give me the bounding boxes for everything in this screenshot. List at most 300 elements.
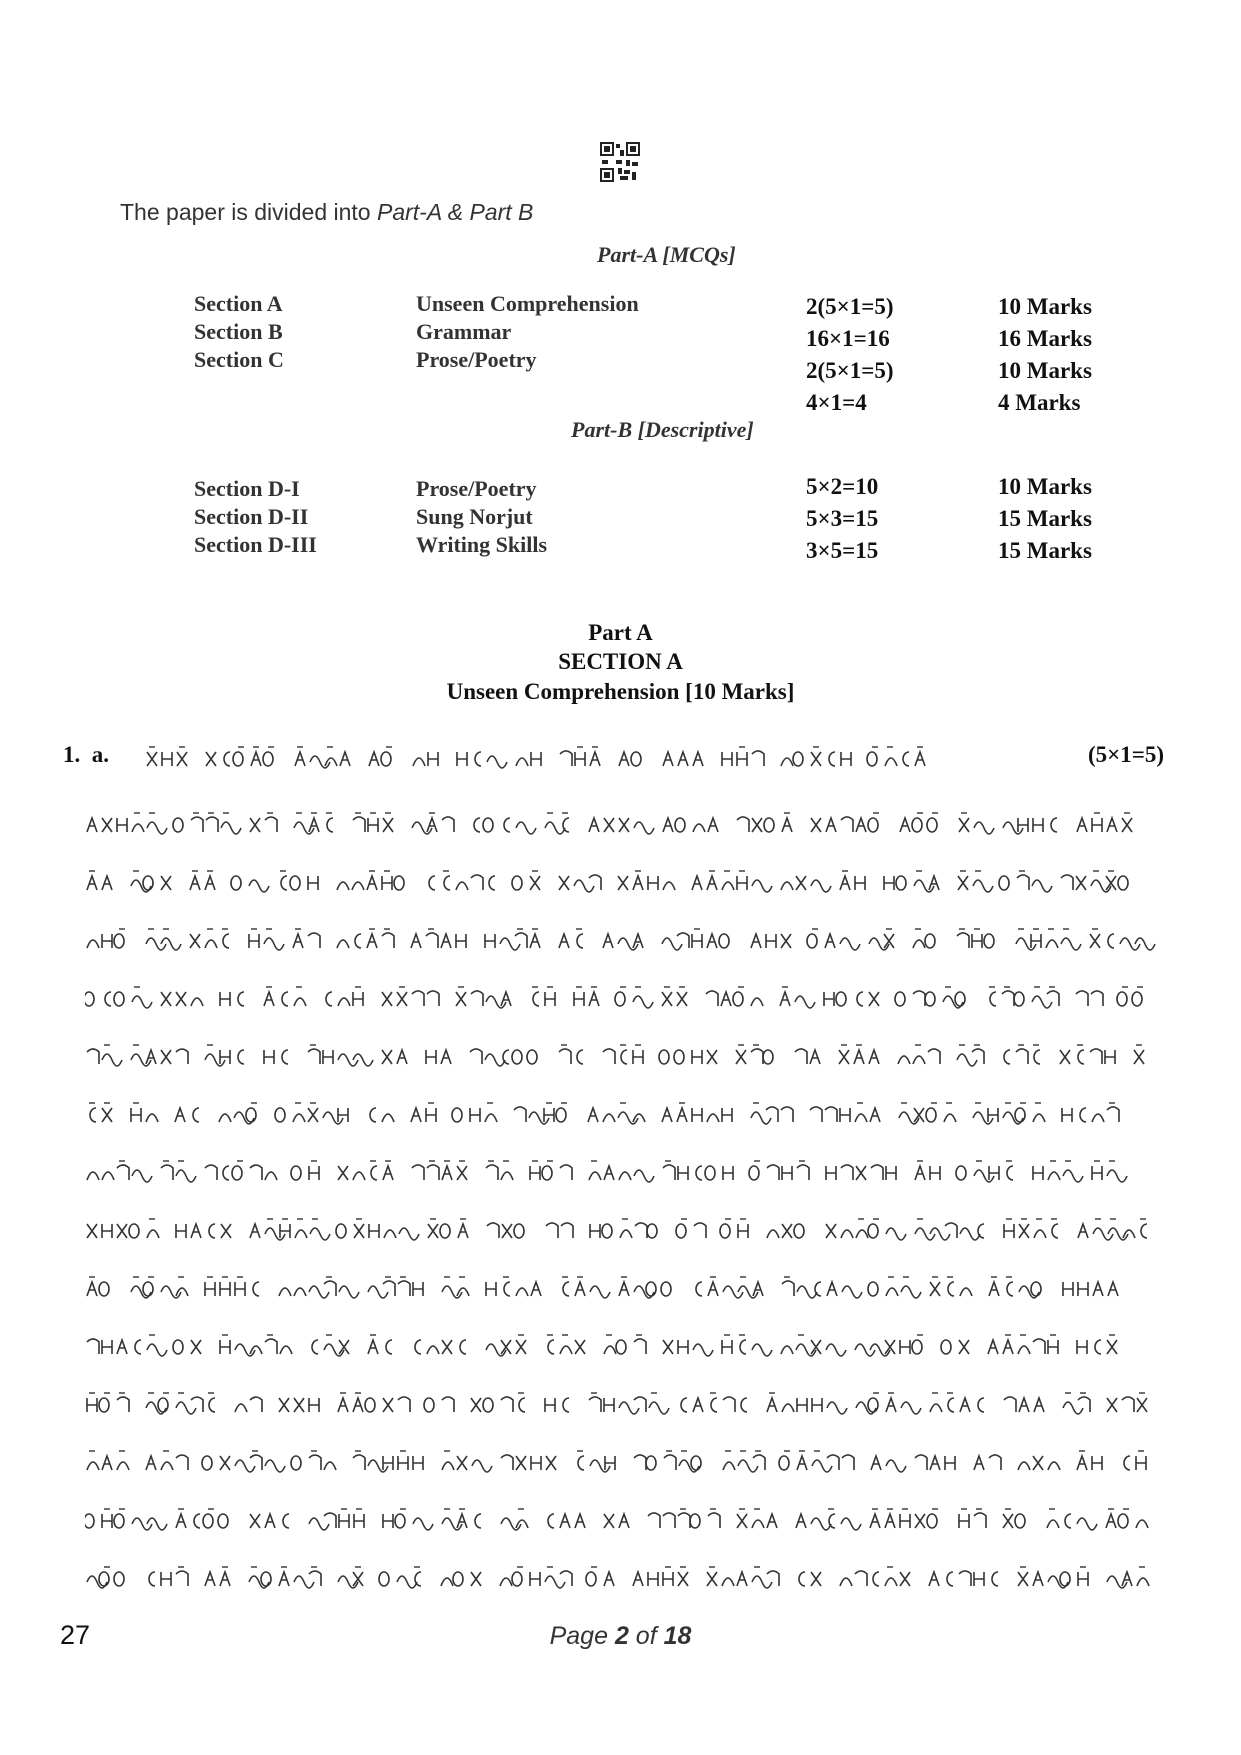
script-glyph xyxy=(955,992,965,1006)
script-glyph xyxy=(235,1282,245,1296)
script-glyph xyxy=(720,1224,730,1238)
script-glyph xyxy=(475,1514,481,1528)
section-title: SECTION A xyxy=(558,649,683,674)
script-glyph xyxy=(856,1230,868,1238)
script-glyph xyxy=(915,1514,925,1528)
marks-calc: 2(5×1=5) xyxy=(806,294,894,319)
script-glyph xyxy=(206,817,218,832)
script-glyph xyxy=(811,1572,821,1586)
script-glyph xyxy=(604,1346,616,1354)
script-glyph xyxy=(871,1165,883,1180)
script-glyph xyxy=(900,1340,910,1354)
script-glyph xyxy=(261,1572,271,1586)
script-glyph xyxy=(973,880,993,892)
script-glyph xyxy=(369,752,379,766)
script-glyph xyxy=(294,998,306,1006)
script-glyph xyxy=(707,1050,717,1064)
script-glyph xyxy=(901,1402,921,1414)
script-glyph xyxy=(398,1397,410,1412)
script-glyph xyxy=(589,875,601,890)
script-glyph xyxy=(974,1170,994,1182)
script-glyph xyxy=(441,1578,453,1586)
script-glyph xyxy=(1003,1340,1013,1354)
script-glyph xyxy=(456,934,466,948)
script-glyph xyxy=(678,1513,690,1528)
script-glyph xyxy=(737,876,747,890)
marks-total: 16 Marks xyxy=(998,326,1092,351)
script-glyph xyxy=(741,1398,747,1412)
script-glyph xyxy=(516,822,536,834)
script-glyph xyxy=(927,818,937,832)
script-glyph xyxy=(441,1050,451,1064)
script-glyph xyxy=(989,1455,1001,1470)
script-glyph xyxy=(176,1288,188,1296)
script-glyph xyxy=(90,1108,96,1122)
script-glyph xyxy=(369,1224,379,1238)
script-glyph xyxy=(442,1462,454,1470)
script-glyph xyxy=(415,1340,421,1354)
script-glyph xyxy=(191,998,203,1006)
script-glyph xyxy=(781,882,793,890)
script-glyph xyxy=(102,934,112,948)
script-glyph xyxy=(117,1224,127,1238)
section-label: Section D-III xyxy=(194,532,317,557)
script-glyph xyxy=(752,1520,764,1528)
script-glyph xyxy=(218,1514,228,1528)
script-glyph xyxy=(810,1050,820,1064)
script-glyph xyxy=(1017,875,1029,890)
script-glyph xyxy=(1004,1224,1014,1238)
script-glyph xyxy=(793,752,803,766)
part-b-heading: Part-B [Descriptive] xyxy=(571,417,754,442)
script-glyph xyxy=(693,1398,703,1412)
script-glyph xyxy=(282,992,288,1006)
script-glyph xyxy=(763,1050,773,1064)
script-glyph xyxy=(516,1520,528,1528)
script-glyph xyxy=(1015,1108,1025,1122)
script-glyph xyxy=(840,876,850,890)
script-glyph xyxy=(371,1166,377,1180)
script-glyph xyxy=(662,1108,672,1122)
script-glyph xyxy=(191,1340,201,1354)
script-glyph xyxy=(504,818,510,832)
script-glyph xyxy=(413,1456,423,1470)
script-glyph xyxy=(602,1224,612,1238)
script-glyph xyxy=(1033,1114,1045,1122)
script-text-line xyxy=(85,1098,1160,1128)
script-glyph xyxy=(527,1050,537,1064)
script-glyph xyxy=(633,1050,643,1064)
script-glyph xyxy=(205,1282,215,1296)
script-glyph xyxy=(426,1108,436,1122)
script-glyph xyxy=(117,1397,129,1412)
script-glyph xyxy=(1093,1282,1103,1296)
script-glyph xyxy=(428,1224,438,1238)
script-glyph xyxy=(339,1514,349,1528)
script-glyph xyxy=(324,1462,336,1470)
script-glyph xyxy=(675,818,685,832)
script-glyph xyxy=(457,1166,467,1180)
script-glyph xyxy=(205,876,215,890)
script-glyph xyxy=(795,1049,807,1064)
script-glyph xyxy=(294,1576,314,1588)
script-glyph xyxy=(1032,996,1052,1008)
script-glyph xyxy=(1117,992,1127,1006)
script-glyph xyxy=(944,1114,956,1122)
script-glyph xyxy=(674,1050,684,1064)
script-glyph xyxy=(415,1572,421,1586)
script-glyph xyxy=(223,934,229,948)
script-glyph xyxy=(457,1456,467,1470)
script-glyph xyxy=(1016,1049,1028,1064)
script-glyph xyxy=(161,1050,171,1064)
page-number: Page 2 of 18 xyxy=(549,1622,692,1650)
script-glyph xyxy=(519,1398,525,1412)
script-glyph xyxy=(722,752,732,766)
script-glyph xyxy=(264,938,284,950)
script-glyph xyxy=(279,1398,289,1412)
script-glyph xyxy=(577,934,583,948)
script-glyph xyxy=(959,1571,971,1586)
script-glyph xyxy=(978,1224,984,1238)
script-glyph xyxy=(737,1514,747,1528)
script-glyph xyxy=(855,876,865,890)
script-glyph xyxy=(291,1166,301,1180)
script-glyph xyxy=(885,1578,897,1586)
script-glyph xyxy=(781,1346,793,1354)
script-glyph xyxy=(781,934,791,948)
script-glyph xyxy=(176,1049,188,1064)
script-glyph xyxy=(1122,818,1132,832)
script-glyph xyxy=(915,752,925,766)
script-glyph xyxy=(604,1398,614,1412)
script-glyph xyxy=(512,1050,522,1064)
script-glyph xyxy=(282,1050,288,1064)
script-glyph xyxy=(1007,1282,1013,1296)
script-glyph xyxy=(1034,1398,1044,1412)
script-glyph xyxy=(1063,1170,1083,1182)
script-glyph xyxy=(190,934,200,948)
script-glyph xyxy=(220,1456,230,1470)
script-glyph xyxy=(648,1572,658,1586)
script-glyph xyxy=(85,1514,94,1528)
script-glyph xyxy=(546,1223,558,1238)
script-glyph xyxy=(324,1281,336,1296)
script-glyph xyxy=(394,876,404,890)
script-glyph xyxy=(545,992,555,1006)
script-glyph xyxy=(827,1402,847,1414)
script-glyph xyxy=(310,1228,330,1240)
script-glyph xyxy=(694,1223,706,1238)
script-glyph xyxy=(678,752,688,766)
script-glyph xyxy=(616,1340,626,1354)
script-glyph xyxy=(233,752,243,766)
script-glyph xyxy=(900,818,910,832)
script-glyph xyxy=(275,1108,285,1122)
script-glyph xyxy=(202,1456,212,1470)
script-glyph xyxy=(799,1572,805,1586)
script-glyph xyxy=(1018,1462,1030,1470)
script-glyph xyxy=(546,1456,556,1470)
section-topic: Sung Norjut xyxy=(416,504,533,529)
script-glyph xyxy=(737,817,749,832)
script-glyph xyxy=(663,818,673,832)
script-glyph xyxy=(590,752,600,766)
script-glyph xyxy=(575,1282,585,1296)
script-glyph xyxy=(114,934,124,948)
script-glyph xyxy=(1092,1166,1102,1180)
script-glyph xyxy=(781,1107,793,1122)
script-glyph xyxy=(471,991,483,1006)
script-glyph xyxy=(249,880,269,892)
script-glyph xyxy=(355,934,361,948)
script-glyph xyxy=(238,992,244,1006)
script-glyph xyxy=(868,818,878,832)
script-glyph xyxy=(1007,1166,1013,1180)
script-glyph xyxy=(604,1572,614,1586)
script-glyph xyxy=(365,1398,375,1412)
script-glyph xyxy=(114,1572,124,1586)
script-glyph xyxy=(281,876,287,890)
script-glyph xyxy=(102,1108,112,1122)
script-glyph xyxy=(487,756,507,768)
script-glyph xyxy=(173,818,183,832)
script-glyph xyxy=(238,1050,244,1064)
script-glyph xyxy=(812,1398,822,1412)
script-glyph xyxy=(264,1050,274,1064)
script-glyph xyxy=(1137,1578,1149,1586)
script-glyph xyxy=(751,1112,771,1124)
script-glyph xyxy=(102,1340,112,1354)
script-glyph xyxy=(173,1340,183,1354)
script-glyph xyxy=(87,876,97,890)
script-glyph xyxy=(397,1576,417,1588)
script-glyph xyxy=(870,1108,880,1122)
script-glyph xyxy=(945,1223,957,1238)
script-glyph xyxy=(533,992,539,1006)
script-glyph xyxy=(501,1397,513,1412)
script-glyph xyxy=(925,992,935,1006)
script-glyph xyxy=(957,1054,977,1066)
script-glyph xyxy=(631,752,641,766)
script-glyph xyxy=(503,1050,509,1064)
script-glyph xyxy=(411,1108,421,1122)
script-glyph xyxy=(948,1398,954,1412)
script-glyph xyxy=(1080,1108,1086,1122)
section-label: Section C xyxy=(194,347,284,372)
script-glyph xyxy=(693,1344,713,1356)
script-glyph xyxy=(1105,1050,1115,1064)
script-glyph xyxy=(930,1404,942,1412)
script-glyph xyxy=(898,1056,910,1064)
script-glyph xyxy=(516,1340,526,1354)
script-glyph xyxy=(867,752,877,766)
script-glyph xyxy=(102,876,112,890)
paper-code: 27 xyxy=(60,1620,91,1650)
script-glyph xyxy=(338,998,350,1006)
script-glyph xyxy=(796,1514,806,1528)
script-glyph xyxy=(1078,1224,1088,1238)
script-glyph xyxy=(782,1281,794,1296)
script-glyph xyxy=(397,992,407,1006)
script-text-line xyxy=(85,1272,1160,1302)
script-glyph xyxy=(578,1456,584,1470)
script-glyph xyxy=(708,1513,720,1528)
script-glyph xyxy=(457,752,467,766)
script-glyph xyxy=(663,1572,673,1586)
script-glyph xyxy=(663,1513,675,1528)
script-glyph xyxy=(323,1112,343,1124)
script-glyph xyxy=(368,1460,388,1472)
script-glyph xyxy=(147,752,157,766)
script-glyph xyxy=(1077,818,1087,832)
script-glyph xyxy=(588,1108,598,1122)
script-glyph xyxy=(603,1114,615,1122)
script-glyph xyxy=(826,1166,836,1180)
script-glyph xyxy=(190,876,200,890)
script-glyph xyxy=(886,1288,898,1296)
script-glyph xyxy=(1090,934,1100,948)
script-glyph xyxy=(913,940,925,948)
script-glyph xyxy=(1108,934,1114,948)
script-glyph xyxy=(176,1455,188,1470)
script-glyph xyxy=(440,1224,450,1238)
script-glyph xyxy=(542,1166,552,1180)
script-glyph xyxy=(930,1282,940,1296)
script-glyph xyxy=(501,1455,513,1470)
script-glyph xyxy=(1032,880,1052,892)
script-glyph xyxy=(516,1456,526,1470)
script-glyph xyxy=(117,1340,127,1354)
script-glyph xyxy=(353,1455,365,1470)
script-glyph xyxy=(722,1578,734,1586)
script-glyph xyxy=(895,992,905,1006)
script-glyph xyxy=(338,1166,348,1180)
script-glyph xyxy=(1090,1049,1102,1064)
script-glyph xyxy=(367,876,377,890)
script-glyph xyxy=(279,1572,289,1586)
script-glyph xyxy=(1047,991,1059,1006)
script-glyph xyxy=(117,1165,129,1180)
script-glyph xyxy=(782,1166,792,1180)
script-glyph xyxy=(738,1224,748,1238)
script-glyph xyxy=(841,1165,853,1180)
script-glyph xyxy=(1136,1456,1146,1470)
script-glyph xyxy=(825,934,835,948)
script-glyph xyxy=(529,1112,549,1124)
script-glyph xyxy=(514,1107,526,1122)
script-glyph xyxy=(1015,1514,1025,1528)
script-glyph xyxy=(309,1571,321,1586)
script-glyph xyxy=(1034,1230,1046,1238)
script-glyph xyxy=(1060,1050,1070,1064)
script-glyph xyxy=(441,934,451,948)
script-glyph xyxy=(1018,1572,1028,1586)
script-glyph xyxy=(176,1571,188,1586)
script-glyph xyxy=(856,818,866,832)
script-glyph xyxy=(928,1049,940,1064)
script-glyph xyxy=(99,1282,109,1296)
script-glyph xyxy=(512,1572,522,1586)
question-number: 1. a. xyxy=(63,742,109,767)
script-glyph xyxy=(293,1114,305,1122)
script-glyph xyxy=(514,1224,524,1238)
script-glyph xyxy=(900,1572,910,1586)
script-glyph xyxy=(842,1455,854,1470)
script-glyph xyxy=(827,1282,837,1296)
script-glyph xyxy=(1078,1572,1088,1586)
script-glyph xyxy=(692,876,702,890)
script-glyph xyxy=(751,934,761,948)
script-glyph xyxy=(235,1404,247,1412)
script-glyph xyxy=(132,1170,152,1182)
script-glyph xyxy=(105,992,111,1006)
script-glyph xyxy=(474,818,480,832)
script-glyph xyxy=(736,1050,746,1064)
script-glyph xyxy=(677,933,689,948)
script-glyph xyxy=(690,1514,700,1528)
script-glyph xyxy=(929,1572,939,1586)
script-glyph xyxy=(903,752,909,766)
section-topic: Prose/Poetry xyxy=(416,347,537,372)
script-glyph xyxy=(427,1346,439,1354)
script-glyph xyxy=(1052,1224,1058,1238)
script-glyph xyxy=(265,1172,277,1180)
script-text-line xyxy=(85,1504,1160,1534)
script-glyph xyxy=(250,1455,262,1470)
script-glyph xyxy=(235,1460,255,1472)
script-glyph xyxy=(265,1228,285,1240)
script-glyph xyxy=(621,1050,627,1064)
script-glyph xyxy=(87,1172,99,1180)
script-glyph xyxy=(102,818,112,832)
script-glyph xyxy=(767,1230,779,1238)
script-glyph xyxy=(114,1514,124,1528)
script-glyph xyxy=(146,1456,156,1470)
script-glyph xyxy=(1003,1514,1013,1528)
script-glyph xyxy=(428,752,438,766)
script-glyph xyxy=(795,996,815,1008)
script-text-line xyxy=(145,742,965,772)
script-glyph xyxy=(1076,991,1088,1006)
script-glyph xyxy=(309,1286,329,1298)
script-glyph xyxy=(634,1170,654,1182)
script-glyph xyxy=(661,1282,671,1296)
script-glyph xyxy=(1033,818,1043,832)
script-glyph xyxy=(471,1572,481,1586)
script-glyph xyxy=(483,818,493,832)
script-glyph xyxy=(368,818,378,832)
marks-total: 15 Marks xyxy=(998,506,1092,531)
script-glyph xyxy=(711,1398,717,1412)
script-glyph xyxy=(781,758,793,766)
script-glyph xyxy=(677,1108,687,1122)
script-glyph xyxy=(633,1114,645,1122)
script-glyph xyxy=(722,1340,732,1354)
script-glyph xyxy=(1046,940,1058,948)
script-glyph xyxy=(530,934,540,948)
script-glyph xyxy=(265,817,277,832)
script-glyph xyxy=(912,818,922,832)
script-glyph xyxy=(633,1572,643,1586)
script-glyph xyxy=(1048,1462,1060,1470)
script-glyph xyxy=(326,992,332,1006)
script-glyph xyxy=(659,1050,669,1064)
script-glyph xyxy=(705,1166,715,1180)
script-glyph xyxy=(829,752,835,766)
script-glyph xyxy=(974,1456,984,1470)
script-glyph xyxy=(1091,991,1103,1006)
